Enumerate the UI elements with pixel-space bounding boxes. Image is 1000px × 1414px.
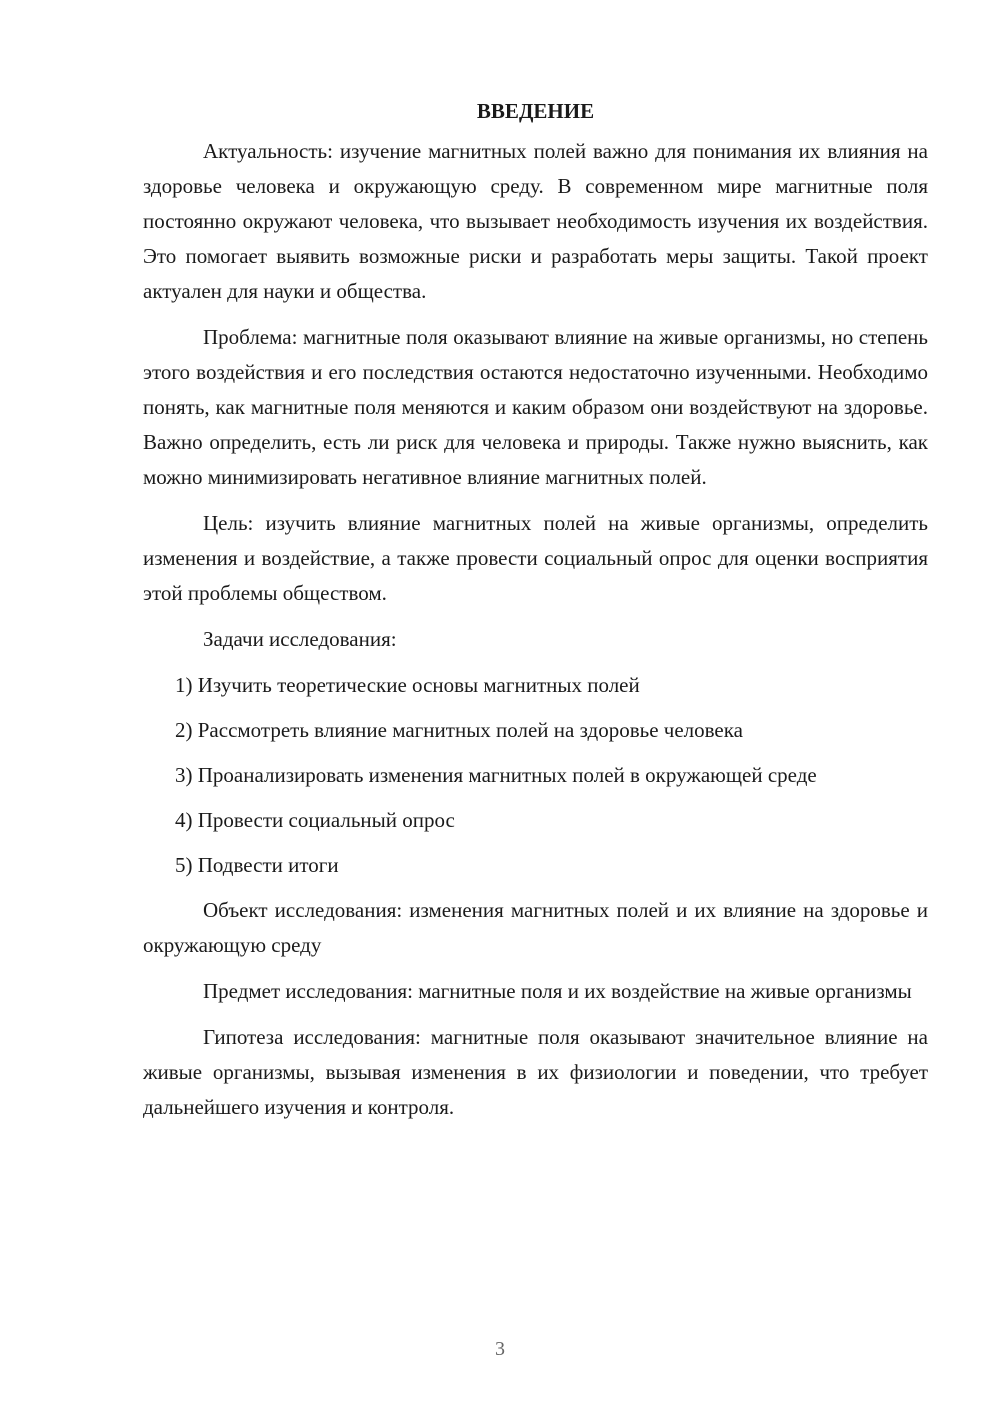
paragraph-problem: Проблема: магнитные поля оказывают влияние на живые организмы, но степень этого воздействия и его последствия остаются недостаточно изученными. Необходимо понять, как магнитные поля меняются и каким образом они воздействуют на здоровье. Важно определить, есть ли риск для человека и природы. Также нужно выяснить, как можно минимизировать негативное влияние магнитных полей.: [143, 325, 928, 489]
paragraph-hypothesis: Гипотеза исследования: магнитные поля оказывают значительное влияние на живые организмы, вызывая изменения в их физиологии и поведении, что требует дальнейшего изучения и контроля.: [143, 1025, 928, 1119]
task-item: 3) Проанализировать изменения магнитных полей в окружающей среде: [175, 763, 817, 787]
task-item: 4) Провести социальный опрос: [175, 808, 455, 832]
page-number: 3: [495, 1338, 505, 1360]
page-title: ВВЕДЕНИЕ: [476, 99, 595, 123]
paragraph-goal: Цель: изучить влияние магнитных полей на живые организмы, определить изменения и воздействие, а также провести социальный опрос для оценки восприятия этой проблемы обществом.: [143, 511, 928, 605]
paragraph-object: Объект исследования: изменения магнитных полей и их влияние на здоровье и окружающую среду: [143, 898, 928, 957]
tasks-heading: Задачи исследования:: [203, 627, 397, 651]
page-content: [143, 94, 928, 1136]
paragraph-relevance: Актуальность: изучение магнитных полей важно для понимания их влияния на здоровье человека и окружающую среду. В современном мире магнитные поля постоянно окружают человека, что вызывает необходимость изучения их воздействия. Это помогает выявить возможные риски и разработать меры защиты. Такой проект актуален для науки и общества.: [143, 139, 928, 303]
task-item: 2) Рассмотреть влияние магнитных полей на здоровье человека: [175, 718, 743, 742]
task-item: 5) Подвести итоги: [175, 853, 339, 877]
tasks-list: [143, 668, 928, 883]
task-item: 1) Изучить теоретические основы магнитных полей: [175, 673, 640, 697]
paragraph-subject: Предмет исследования: магнитные поля и их воздействие на живые организмы: [203, 979, 912, 1003]
